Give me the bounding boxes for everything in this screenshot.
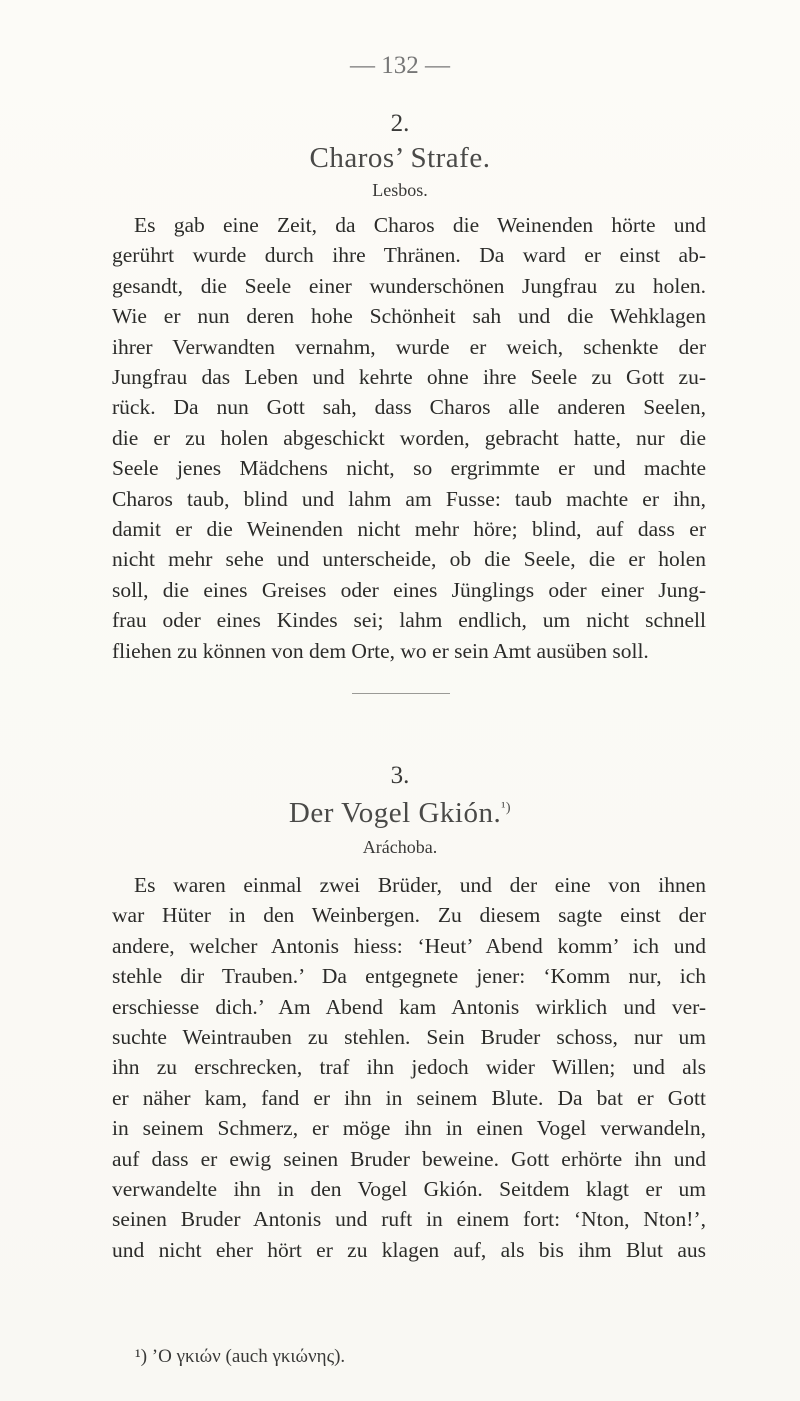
text-line: rück. Da nun Gott sah, dass Charos alle anderen Seelen,	[112, 395, 706, 420]
text-line: Es gab eine Zeit, da Charos die Weinenden hörte und	[134, 213, 706, 237]
section-2-number: 2.	[390, 110, 410, 137]
footnote	[135, 1346, 345, 1368]
text-line: Wie er nun deren hohe Schönheit sah und die Wehklagen	[112, 304, 706, 329]
text-line: Jungfrau das Leben und kehrte ohne ihre Seele zu Gott zu-	[112, 365, 706, 390]
section-3-title	[0, 797, 800, 830]
text-line: in seinem Schmerz, er möge ihn in einen Vogel verwandeln,	[112, 1116, 706, 1141]
text-line: Charos taub, blind und lahm am Fusse: taub machte er ihn,	[112, 486, 706, 511]
footnote-text: ’O γκιών (auch γκιώνης).	[151, 1346, 346, 1367]
section-3-title-text: Der Vogel Gkión.	[288, 797, 502, 829]
section-3-text	[112, 870, 706, 1265]
section-3-title-note: ¹)	[501, 800, 512, 816]
text-line: frau oder eines Kindes sei; lahm endlich, um nicht schnell	[112, 608, 706, 633]
text-line: andere, welcher Antonis hiess: ‘Heut’ Abend komm’ ich und	[112, 933, 706, 958]
text-line: gesandt, die Seele einer wunderschönen Jungfrau zu holen.	[112, 273, 706, 298]
text-line: nicht mehr sehe und unterscheide, ob die Seele, die er holen	[112, 547, 706, 572]
text-line: und nicht eher hört er zu klagen auf, als bis ihm Blut aus	[112, 1237, 706, 1262]
text-line: erschiesse dich.’ Am Abend kam Antonis wirklich und ver-	[112, 994, 706, 1019]
section-2-text	[112, 210, 706, 666]
text-line: die er zu holen abgeschickt worden, gebracht hatte, nur die	[112, 425, 706, 450]
text-line: auf dass er ewig seinen Bruder beweine. Gott erhörte ihn und	[112, 1146, 706, 1171]
section-3-place: Aráchoba.	[362, 837, 438, 857]
text-line: fliehen zu können von dem Orte, wo er sein Amt ausüben soll.	[112, 638, 649, 663]
text-line: stehle dir Trauben.’ Da entgegnete jener: ‘Komm nur, ich	[112, 964, 706, 989]
text-line: damit er die Weinenden nicht mehr höre; blind, auf dass er	[112, 517, 706, 542]
text-line: Seele jenes Mädchens nicht, so ergrimmte er und machte	[112, 456, 706, 481]
section-2-title: Charos’ Strafe.	[309, 142, 491, 174]
section-3-number: 3.	[390, 762, 410, 789]
text-line: soll, die eines Greises oder eines Jünglings oder einer Jung-	[112, 577, 706, 602]
footnote-marker: ¹)	[135, 1346, 148, 1367]
text-line: seinen Bruder Antonis und ruft in einem fort: ‘Nton, Nton!’,	[112, 1207, 706, 1232]
text-line: gerührt wurde durch ihre Thränen. Da ward er einst ab-	[112, 243, 706, 268]
text-line: ihrer Verwandten vernahm, wurde er weich, schenkte der	[112, 334, 706, 359]
section-divider	[352, 693, 450, 694]
text-line: ihn zu erschrecken, traf ihn jedoch wider Willen; und als	[112, 1055, 706, 1080]
text-line: er näher kam, fand er ihn in seinem Blute. Da bat er Gott	[112, 1085, 706, 1110]
text-line: war Hüter in den Weinbergen. Zu diesem sagte einst der	[112, 903, 706, 928]
text-line: Es waren einmal zwei Brüder, und der eine von ihnen	[134, 873, 706, 897]
page-number: — 132 —	[350, 52, 450, 79]
section-2-place: Lesbos.	[372, 180, 428, 200]
text-line: verwandelte ihn in den Vogel Gkión. Seitdem klagt er um	[112, 1177, 706, 1202]
text-line: suchte Weintrauben zu stehlen. Sein Bruder schoss, nur um	[112, 1025, 706, 1050]
